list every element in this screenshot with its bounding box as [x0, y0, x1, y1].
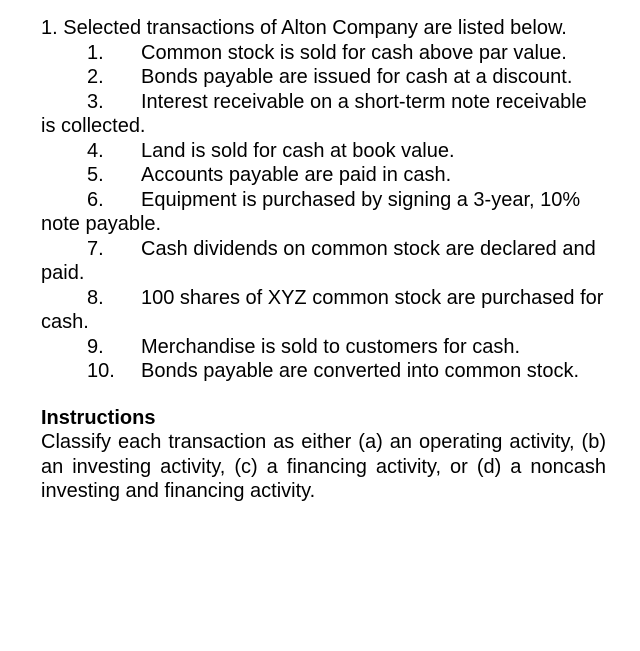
- transaction-item-2: [41, 65, 606, 90]
- transaction-text: Merchandise is sold to customers for cash.: [141, 335, 521, 358]
- transaction-text: Common stock is sold for cash above par value.: [141, 41, 567, 64]
- transaction-number: 8.: [87, 286, 104, 309]
- instructions-heading: Instructions: [41, 406, 156, 429]
- transaction-number: 1.: [87, 41, 104, 64]
- transaction-number: 10.: [87, 360, 115, 382]
- transaction-item-6: [41, 188, 606, 237]
- transaction-number: 6.: [87, 188, 104, 211]
- transaction-item-7: [41, 237, 606, 286]
- transaction-list: [41, 41, 606, 384]
- transaction-item-5: [41, 163, 606, 188]
- transaction-number: 4.: [87, 139, 104, 162]
- transaction-text: Land is sold for cash at book value.: [141, 139, 455, 162]
- transaction-item-3: [41, 90, 606, 139]
- transaction-number: 2.: [87, 66, 104, 88]
- transaction-text: 100 shares of XYZ common stock are purchased for cash.: [41, 286, 604, 333]
- transaction-number: 3.: [87, 90, 104, 113]
- transaction-item-1: [41, 41, 606, 66]
- transaction-text: Equipment is purchased by signing a 3-year, 10% note payable.: [41, 188, 581, 235]
- transaction-item-4: [41, 139, 606, 164]
- instructions-text: Classify each transaction as either (a) an operating activity, (b) an investing activity, (c) a financing activity, or (d) a noncash investing and financing activity.: [41, 431, 606, 502]
- transaction-text: Cash dividends on common stock are declared and paid.: [41, 237, 596, 284]
- transaction-text: Accounts payable are paid in cash.: [141, 164, 452, 186]
- transaction-text: Bonds payable are converted into common stock.: [141, 360, 580, 382]
- transaction-number: 7.: [87, 237, 104, 260]
- transaction-item-10: [41, 359, 606, 384]
- transaction-text: Bonds payable are issued for cash at a discount.: [141, 66, 573, 88]
- problem-document: [41, 16, 606, 504]
- transaction-number: 9.: [87, 335, 104, 358]
- transaction-number: 5.: [87, 164, 104, 186]
- transaction-text: Interest receivable on a short-term note receivable is collected.: [41, 90, 587, 137]
- section-spacer: [41, 384, 606, 406]
- transaction-item-8: [41, 286, 606, 335]
- problem-intro: 1. Selected transactions of Alton Company are listed below.: [41, 17, 567, 39]
- transaction-item-9: [41, 335, 606, 360]
